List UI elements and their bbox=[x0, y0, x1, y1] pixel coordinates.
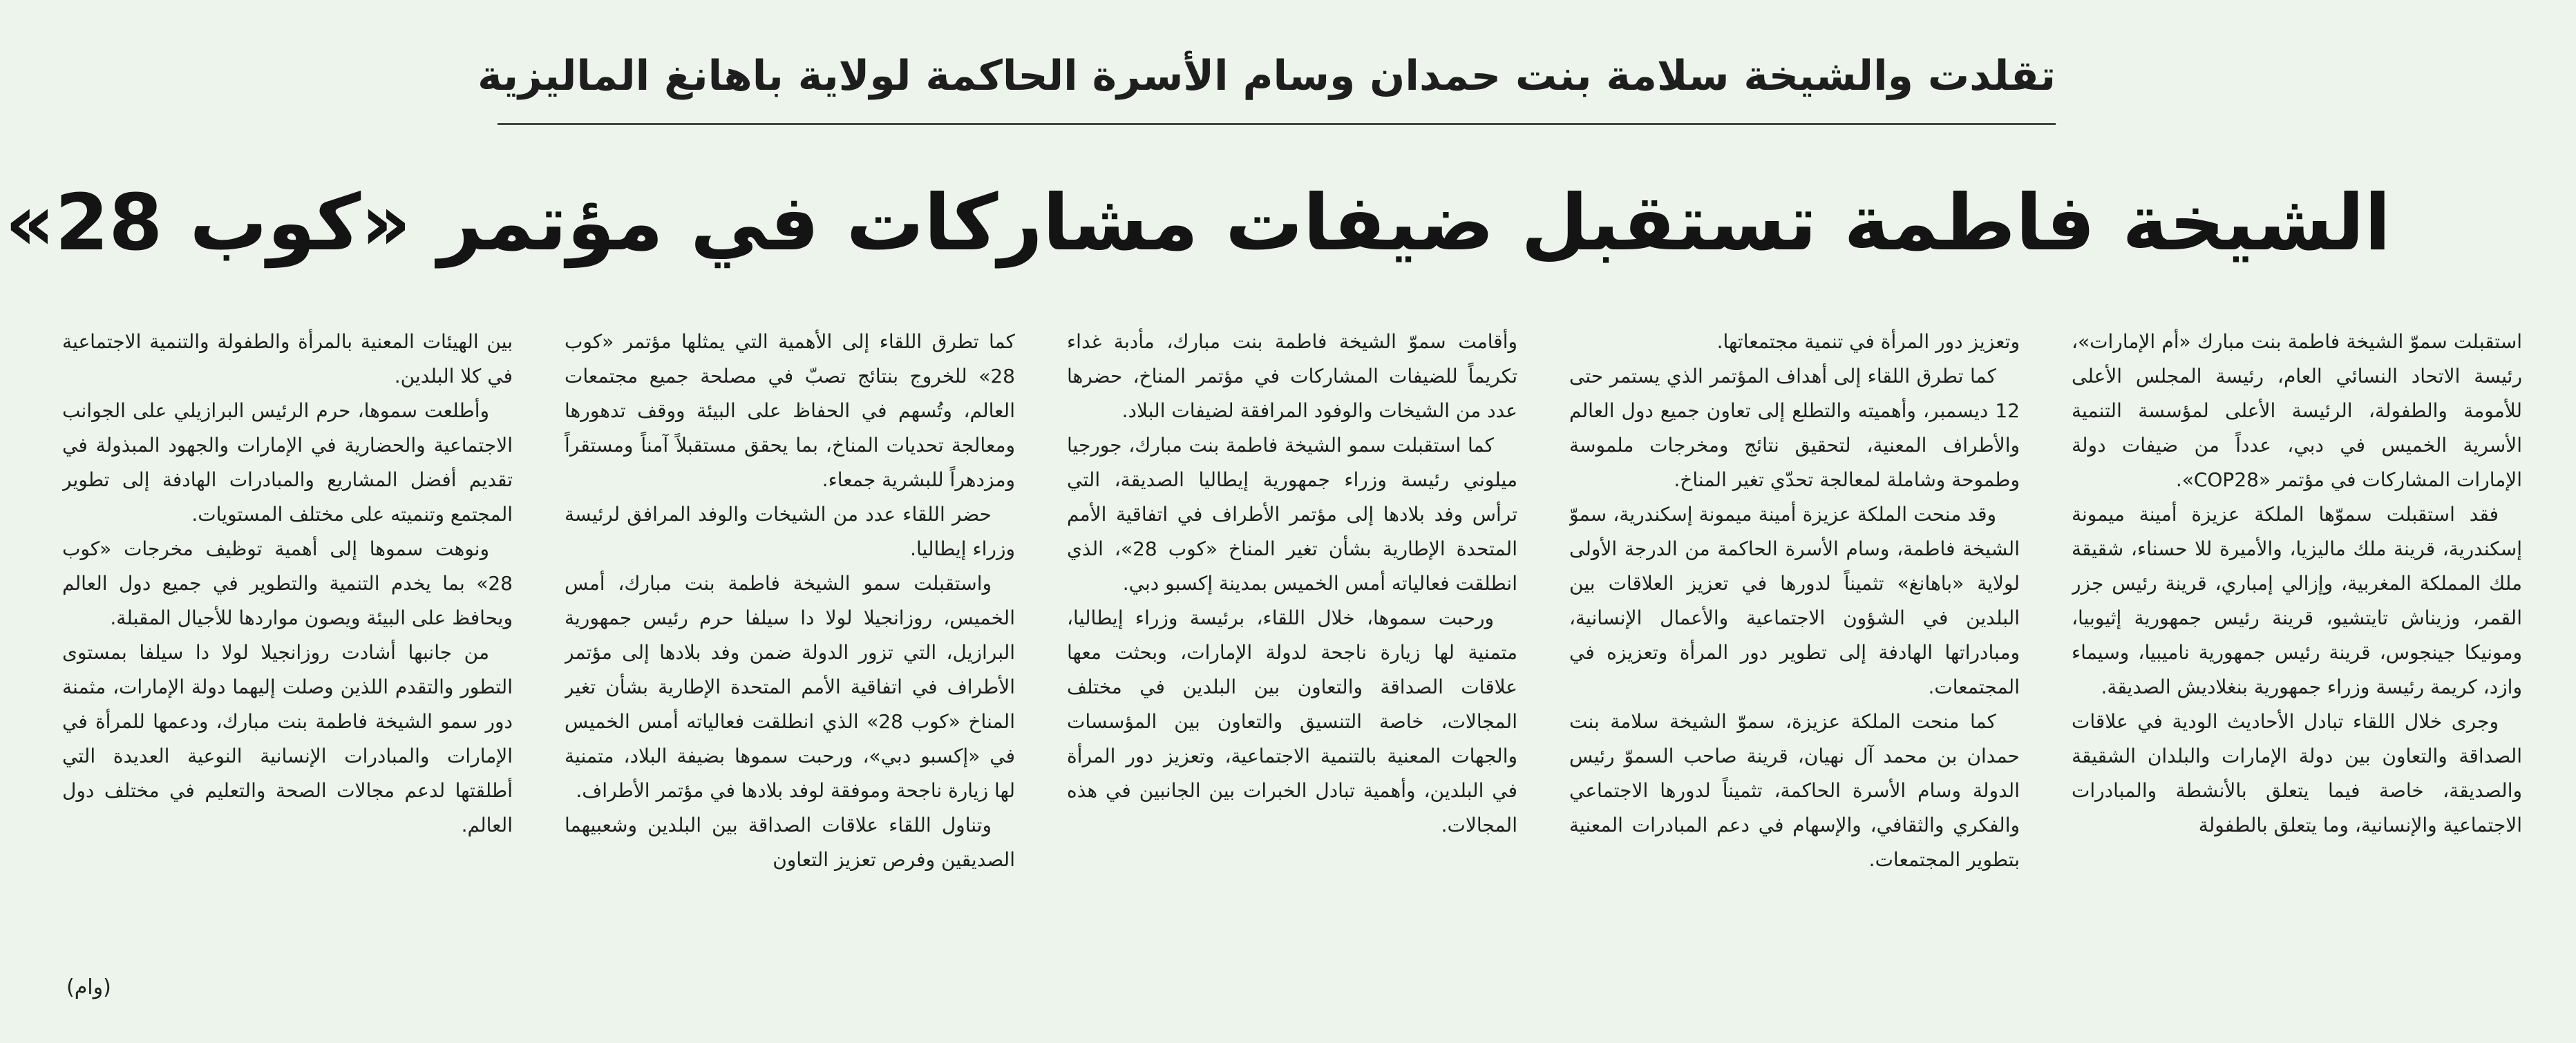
paragraph: وجرى خلال اللقاء تبادل الأحاديث الودية في علاقات الصداقة والتعاون بين دولة الإمارات والبلدان الشقيقة والصديقة، خاصة فيما يتعلق بالأنشطة والمبادرات الاجتماعية والإنسانية، وما يتعلق بالطفولة bbox=[2072, 710, 2522, 836]
news-agency-credit: (وام) bbox=[66, 975, 111, 999]
paragraph: وأطلعت سموها، حرم الرئيس البرازيلي على الجوانب الاجتماعية والحضارية في الإمارات والجهود المبذولة في تقديم أفضل المشاريع والمبادرات الهادفة إلى تطوير المجتمع وتنميته على مختلف المستويات. bbox=[62, 399, 513, 526]
paragraph: كما استقبلت سمو الشيخة فاطمة بنت مبارك، جورجيا ميلوني رئيسة وزراء جمهورية إيطاليا الصديقة، التي ترأس وفد بلادها إلى مؤتمر الأطراف في اتفاقية الأمم المتحدة الإطارية بشأن تغير المناخ «كوب 28»، الذي انطلقت فعالياته أمس الخميس بمدينة إكسبو دبي. bbox=[1067, 434, 1517, 595]
article-column-4 bbox=[565, 325, 1015, 1015]
paragraph: وقد منحت الملكة عزيزة أمينة ميمونة إسكندرية، سموّ الشيخة فاطمة، وسام الأسرة الحاكمة من الدرجة الأولى لولاية «باهانغ» تثميناً لدورها في تعزيز العلاقات بين البلدين في الشؤون الاجتماعية والأعمال الإنسانية، ومبادراتها الهادفة إلى تطوير دور المرأة وتعزيزه في المجتمعات. bbox=[1569, 503, 2020, 698]
paragraph: كما منحت الملكة عزيزة، سموّ الشيخة سلامة بنت حمدان بن محمد آل نهيان، قرينة صاحب السموّ رئيس الدولة وسام الأسرة الحاكمة، تثميناً لدورها الاجتماعي والفكري والثقافي، والإسهام في دعم المبادرات المعنية بتطوير المجتمعات. bbox=[1569, 710, 2020, 871]
paragraph: استقبلت سموّ الشيخة فاطمة بنت مبارك «أم الإمارات»، رئيسة الاتحاد النسائي العام، رئيسة المجلس الأعلى للأمومة والطفولة، الرئيسة الأعلى لمؤسسة التنمية الأسرية الخميس في دبي، عدداً من ضيفات دولة الإمارات المشاركات في مؤتمر «COP28». bbox=[2072, 330, 2522, 491]
paragraph: فقد استقبلت سموّها الملكة عزيزة أمينة ميمونة إسكندرية، قرينة ملك ماليزيا، والأميرة للا حسناء، شقيقة ملك المملكة المغربية، وإزالي إمباري، قرينة رئيس جزر القمر، وزيناش تايتشيو، قرينة رئيس جمهورية إثيوبيا، ومونيكا جينجوس، قرينة رئيس جمهورية ناميبيا، وسيماء وازد، كريمة رئيسة وزراء جمهورية بنغلاديش الصديقة. bbox=[2072, 503, 2522, 698]
article-column-2 bbox=[1569, 325, 2020, 1015]
paragraph: كما تطرق اللقاء إلى أهداف المؤتمر الذي يستمر حتى 12 ديسمبر، وأهميته والتطلع إلى تعاون جميع دول العالم والأطراف المعنية، لتحقيق نتائج ومخرجات ملموسة وطموحة وشاملة لمعالجة تحدّي تغير المناخ. bbox=[1569, 365, 2020, 491]
article-column-3 bbox=[1067, 325, 1517, 1015]
kicker-divider bbox=[498, 123, 2056, 125]
article-kicker: تقلدت والشيخة سلامة بنت حمدان وسام الأسرة الحاكمة لولاية باهانغ الماليزية bbox=[477, 52, 2056, 100]
article-body bbox=[62, 325, 2522, 1015]
paragraph: وأقامت سموّ الشيخة فاطمة بنت مبارك، مأدبة غداء تكريماً للضيفات المشاركات في مؤتمر المناخ، حضرها عدد من الشيخات والوفود المرافقة لضيفات البلاد. bbox=[1067, 330, 1517, 422]
article-column-1 bbox=[2072, 325, 2522, 1015]
article-column-5 bbox=[62, 325, 513, 1015]
paragraph: حضر اللقاء عدد من الشيخات والوفد المرافق لرئيسة وزراء إيطاليا. bbox=[565, 503, 1015, 560]
paragraph: من جانبها أشادت روزانجيلا لولا دا سيلفا بمستوى التطور والتقدم اللذين وصلت إليهما دولة الإمارات، مثمنة دور سمو الشيخة فاطمة بنت مبارك، ودعمها للمرأة في الإمارات والمبادرات الإنسانية النوعية العديدة التي أطلقتها لدعم مجالات الصحة والتعليم في مختلف دول العالم. bbox=[62, 641, 513, 836]
paragraph: بين الهيئات المعنية بالمرأة والطفولة والتنمية الاجتماعية في كلا البلدين. bbox=[62, 330, 513, 387]
article-headline: الشيخة فاطمة تستقبل ضيفات مشاركات في مؤتمر «كوب 28» bbox=[5, 178, 2391, 268]
paragraph: ورحبت سموها، خلال اللقاء، برئيسة وزراء إيطاليا، متمنية لها زيارة ناجحة لدولة الإمارات، وبحثت معها علاقات الصداقة والتعاون بين البلدين في مختلف المجالات، خاصة التنسيق والتعاون بين المؤسسات والجهات المعنية بالتنمية الاجتماعية، وتعزيز دور المرأة في البلدين، وأهمية تبادل الخبرات بين الجانبين في هذه المجالات. bbox=[1067, 606, 1517, 836]
paragraph: واستقبلت سمو الشيخة فاطمة بنت مبارك، أمس الخميس، روزانجيلا لولا دا سيلفا حرم رئيس جمهورية البرازيل، التي تزور الدولة ضمن وفد بلادها إلى مؤتمر الأطراف في اتفاقية الأمم المتحدة الإطارية بشأن تغير المناخ «كوب 28» الذي انطلقت فعالياته أمس الخميس في «إكسبو دبي»، ورحبت سموها بضيفة البلاد، متمنية لها زيارة ناجحة وموفقة لوفد بلادها في مؤتمر الأطراف. bbox=[565, 572, 1015, 802]
paragraph: وتناول اللقاء علاقات الصداقة بين البلدين وشعبيهما الصديقين وفرص تعزيز التعاون bbox=[565, 814, 1015, 871]
paragraph: ونوهت سموها إلى أهمية توظيف مخرجات «كوب 28» بما يخدم التنمية والتطوير في جميع دول العالم ويحافظ على البيئة ويصون مواردها للأجيال المقبلة. bbox=[62, 537, 513, 629]
paragraph: وتعزيز دور المرأة في تنمية مجتمعاتها. bbox=[1716, 330, 2020, 353]
paragraph: كما تطرق اللقاء إلى الأهمية التي يمثلها مؤتمر «كوب 28» للخروج بنتائج تصبّ في مصلحة جميع مجتمعات العالم، وتُسهم في الحفاظ على البيئة ووقف تدهورها ومعالجة تحديات المناخ، بما يحقق مستقبلاً آمناً ومستقراً ومزدهراً للبشرية جمعاء. bbox=[565, 330, 1015, 491]
